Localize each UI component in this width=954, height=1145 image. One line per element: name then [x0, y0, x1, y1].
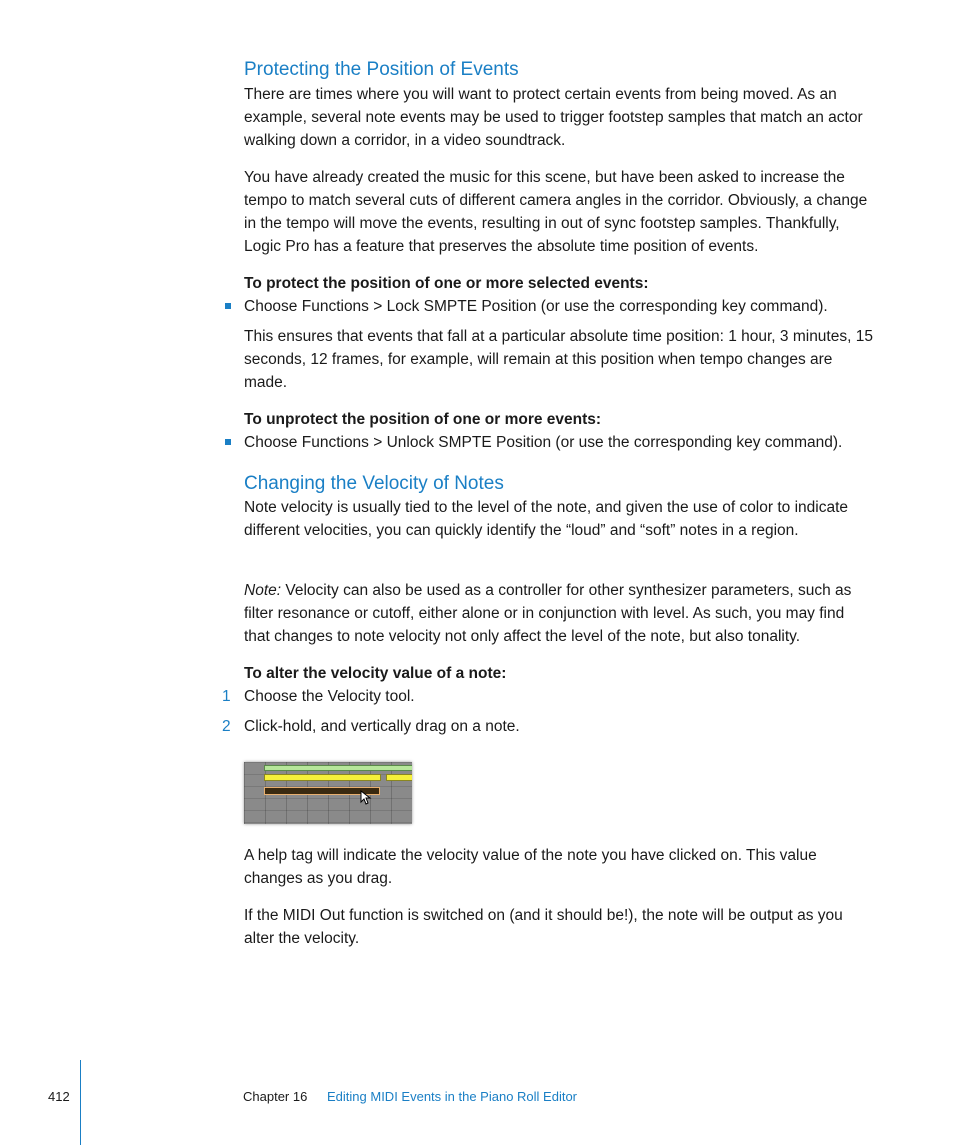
bullet-square-icon — [225, 303, 231, 309]
procedure-lead: To unprotect the position of one or more events: — [244, 411, 602, 428]
paragraph: You have already created the music for this scene, but have been asked to increase the tempo to match several cuts of different camera angles in the corridor. Obviously, a change in the tempo will move the events, resulting in out of sync footstep samples. Thankfully, Logic Pro has a feature that preserves the absolute time position of events. — [244, 169, 868, 255]
procedure-lead: To protect the position of one or more selected events: — [244, 275, 649, 292]
paragraph: Note velocity is usually tied to the level of the note, and given the use of color to indicate different velocities, you can quickly identify the “loud” and “soft” notes in a region. — [244, 499, 849, 539]
paragraph: If the MIDI Out function is switched on (and it should be!), the note will be output as you alter the velocity. — [244, 907, 843, 947]
note-event — [264, 765, 412, 771]
note-event — [264, 774, 381, 781]
step-number: 1 — [222, 688, 231, 705]
bullet-text: Choose Functions > Lock SMPTE Position (or use the corresponding key command). — [244, 298, 828, 315]
paragraph: There are times where you will want to protect certain events from being moved. As an example, several note events may be used to trigger footstep samples that match an actor walking down a corridor, in a video soundtrack. — [244, 86, 863, 149]
note-event — [386, 774, 412, 781]
footer-chapter-title: Editing MIDI Events in the Piano Roll Editor — [327, 1089, 578, 1104]
paragraph: A help tag will indicate the velocity value of the note you have clicked on. This value changes as you drag. — [244, 847, 817, 887]
note-text: Velocity can also be used as a controller for other synthesizer parameters, such as filter resonance or cutoff, either alone or in conjunction with level. As such, you may find that changes to note velocity not only affect the level of the note, but also tonality. — [244, 582, 852, 645]
footer-divider — [80, 1060, 81, 1145]
section-heading-velocity: Changing the Velocity of Notes — [244, 473, 504, 494]
bullet-text: Choose Functions > Unlock SMPTE Position (or use the corresponding key command). — [244, 434, 843, 451]
piano-roll-screenshot — [244, 762, 412, 824]
step-number: 2 — [222, 718, 231, 735]
paragraph: This ensures that events that fall at a particular absolute time position: 1 hour, 3 minutes, 15 seconds, 12 frames, for example, will remain at this position when tempo changes are made. — [244, 328, 873, 391]
note-paragraph — [244, 579, 874, 648]
velocity-tool-cursor-icon — [360, 790, 372, 806]
note-label: Note: — [244, 582, 282, 599]
step-text: Choose the Velocity tool. — [244, 688, 415, 705]
bullet-square-icon — [225, 439, 231, 445]
page-number: 412 — [48, 1089, 70, 1104]
footer-chapter: Chapter 16 — [243, 1089, 308, 1104]
procedure-lead: To alter the velocity value of a note: — [244, 665, 507, 682]
step-text: Click-hold, and vertically drag on a note. — [244, 718, 520, 735]
section-heading-protecting: Protecting the Position of Events — [244, 59, 519, 80]
